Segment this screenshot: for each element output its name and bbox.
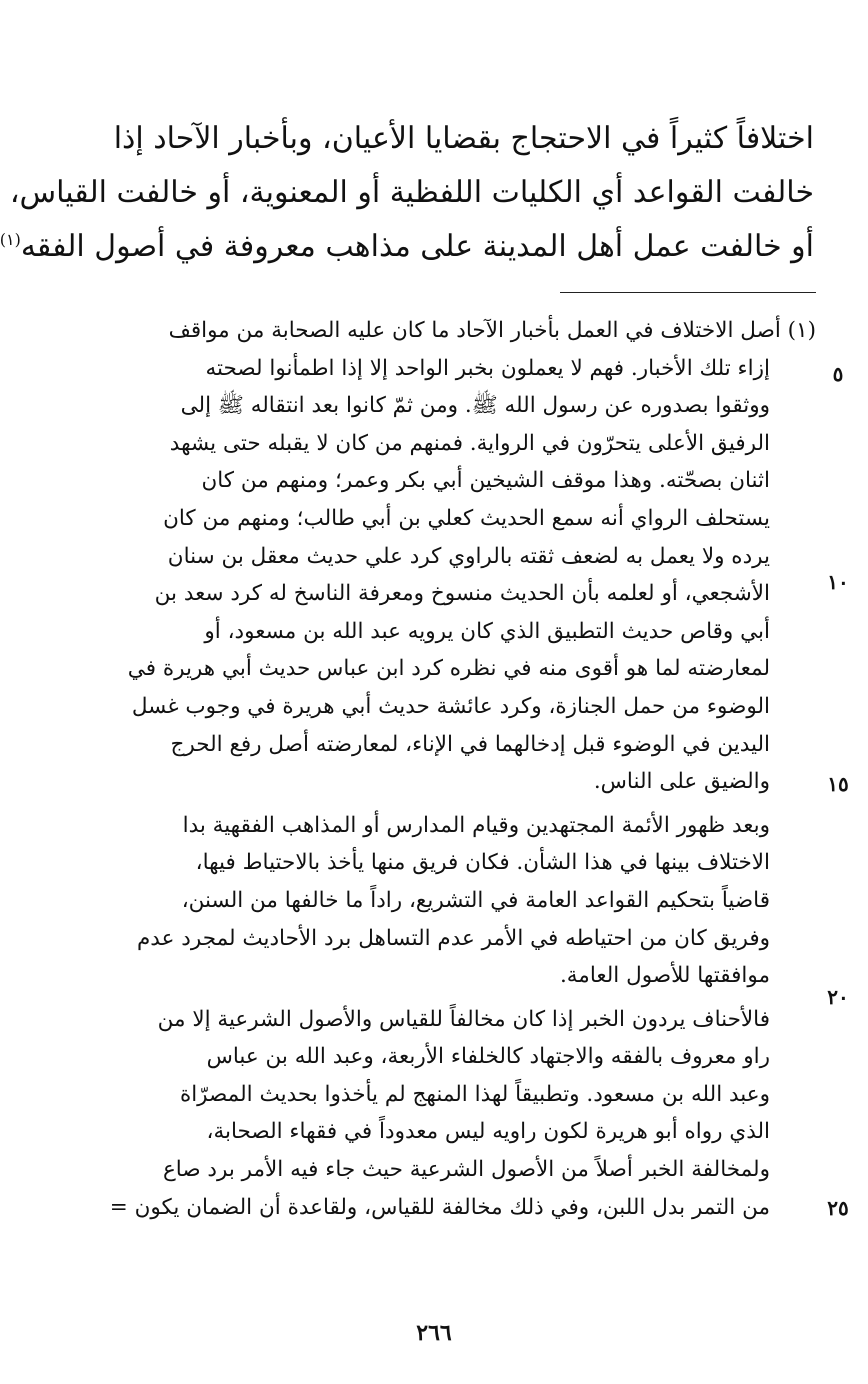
footnote-line: ووثقوا بصدوره عن رسول الله ﷺ. ومن ثمّ كانوا بعد انتقاله ﷺ إلى [180, 393, 770, 419]
footnote-line: موافقتها للأصول العامة. [559, 963, 770, 989]
main-text-line [0, 220, 814, 274]
footnote-label: (١) [787, 318, 816, 343]
footnote-line: وبعد ظهور الأئمة المجتهدين وقيام المدارس أو المذاهب الفقهية بدا [182, 812, 770, 838]
main-text-line-content: أو خالفت عمل أهل المدينة على مذاهب معروفة في أصول الفقه [20, 229, 814, 264]
footnote-line: أبي وقاص حديث التطبيق الذي كان يرويه عبد الله بن مسعود، أو [204, 618, 770, 644]
footnote-line: لمعارضته لما هو أقوى منه في نظره كرد ابن عباس حديث أبي هريرة في [127, 656, 770, 682]
footnote-line: وفريق كان من احتياطه في الأمر عدم التساهل برد الأحاديث لمجرد عدم [137, 925, 770, 951]
footnote-line: والضيق على الناس. [593, 769, 770, 795]
footnote-reference[interactable]: (١) [0, 230, 21, 249]
footnote-line: الأشجعي، أو لعلمه بأن الحديث منسوخ ومعرفة الناسخ له كرد سعد بن [154, 581, 770, 607]
main-text-block [0, 112, 814, 274]
footnotes-block [68, 312, 816, 1226]
footnote-line: يستحلف الرواي أنه سمع الحديث كعلي بن أبي طالب؛ ومنهم من كان [163, 505, 770, 531]
footnote-line: الرفيق الأعلى يتحرّون في الرواية. فمنهم من كان لا يقبله حتى يشهد [169, 430, 770, 456]
main-text-line: اختلافاً كثيراً في الاحتجاج بقضايا الأعيان، وبأخبار الآحاد إذا [113, 121, 814, 156]
footnote-line: فالأحناف يردون الخبر إذا كان مخالفاً للقياس والأصول الشرعية إلا من [157, 1006, 770, 1032]
line-number: ٢٠ [827, 985, 849, 1009]
footnote-line: ولمخالفة الخبر أصلاً من الأصول الشرعية حيث جاء فيه الأمر برد صاع [162, 1157, 770, 1183]
line-number: ٢٥ [827, 1196, 849, 1220]
line-number: ٥ [832, 362, 844, 386]
footnote-line: الاختلاف بينها في هذا الشأن. فكان فريق منها يأخذ بالاحتياط فيها، [195, 850, 770, 876]
footnote-line-content: أصل الاختلاف في العمل بأخبار الآحاد ما كان عليه الصحابة من مواقف [168, 318, 781, 343]
footnote-line: قاضياً بتحكيم القواعد العامة في التشريع، راداً ما خالفها من السنن، [181, 887, 770, 913]
footnote-line: اثنان بصحّته. وهذا موقف الشيخين أبي بكر وعمر؛ ومنهم من كان [201, 468, 770, 494]
footnote-line: راو معروف بالفقه والاجتهاد كالخلفاء الأربعة، وعبد الله بن عباس [206, 1044, 770, 1070]
footnote-line: من التمر بدل اللبن، وفي ذلك مخالفة للقياس، ولقاعدة أن الضمان يكون = [109, 1194, 770, 1220]
footnote-line: وعبد الله بن مسعود. وتطبيقاً لهذا المنهج لم يأخذوا بحديث المصرّاة [179, 1081, 770, 1107]
line-number: ١٠ [827, 570, 849, 594]
main-text-line: خالفت القواعد أي الكليات اللفظية أو المعنوية، أو خالفت القياس، [9, 175, 814, 210]
footnote-line: يرده ولا يعمل به لضعف ثقته بالراوي كرد علي حديث معقل بن سنان [167, 543, 770, 569]
footnote-line: اليدين في الوضوء قبل إدخالهما في الإناء، لمعارضته أصل رفع الحرج [170, 731, 770, 757]
footnote-line: إزاء تلك الأخبار. فهم لا يعملون بخبر الواحد إلا إذا اطمأنوا لصحته [205, 355, 770, 381]
page-number: ٢٦٦ [416, 1320, 452, 1346]
footnote-line: الوضوء من حمل الجنازة، وكرد عائشة حديث أبي هريرة في وجوب غسل [131, 693, 770, 719]
footnote-separator [560, 292, 816, 293]
footnote-line [68, 312, 816, 350]
line-number: ١٥ [827, 772, 849, 796]
footnote-line: الذي رواه أبو هريرة لكون راويه ليس معدوداً في فقهاء الصحابة، [206, 1119, 770, 1145]
